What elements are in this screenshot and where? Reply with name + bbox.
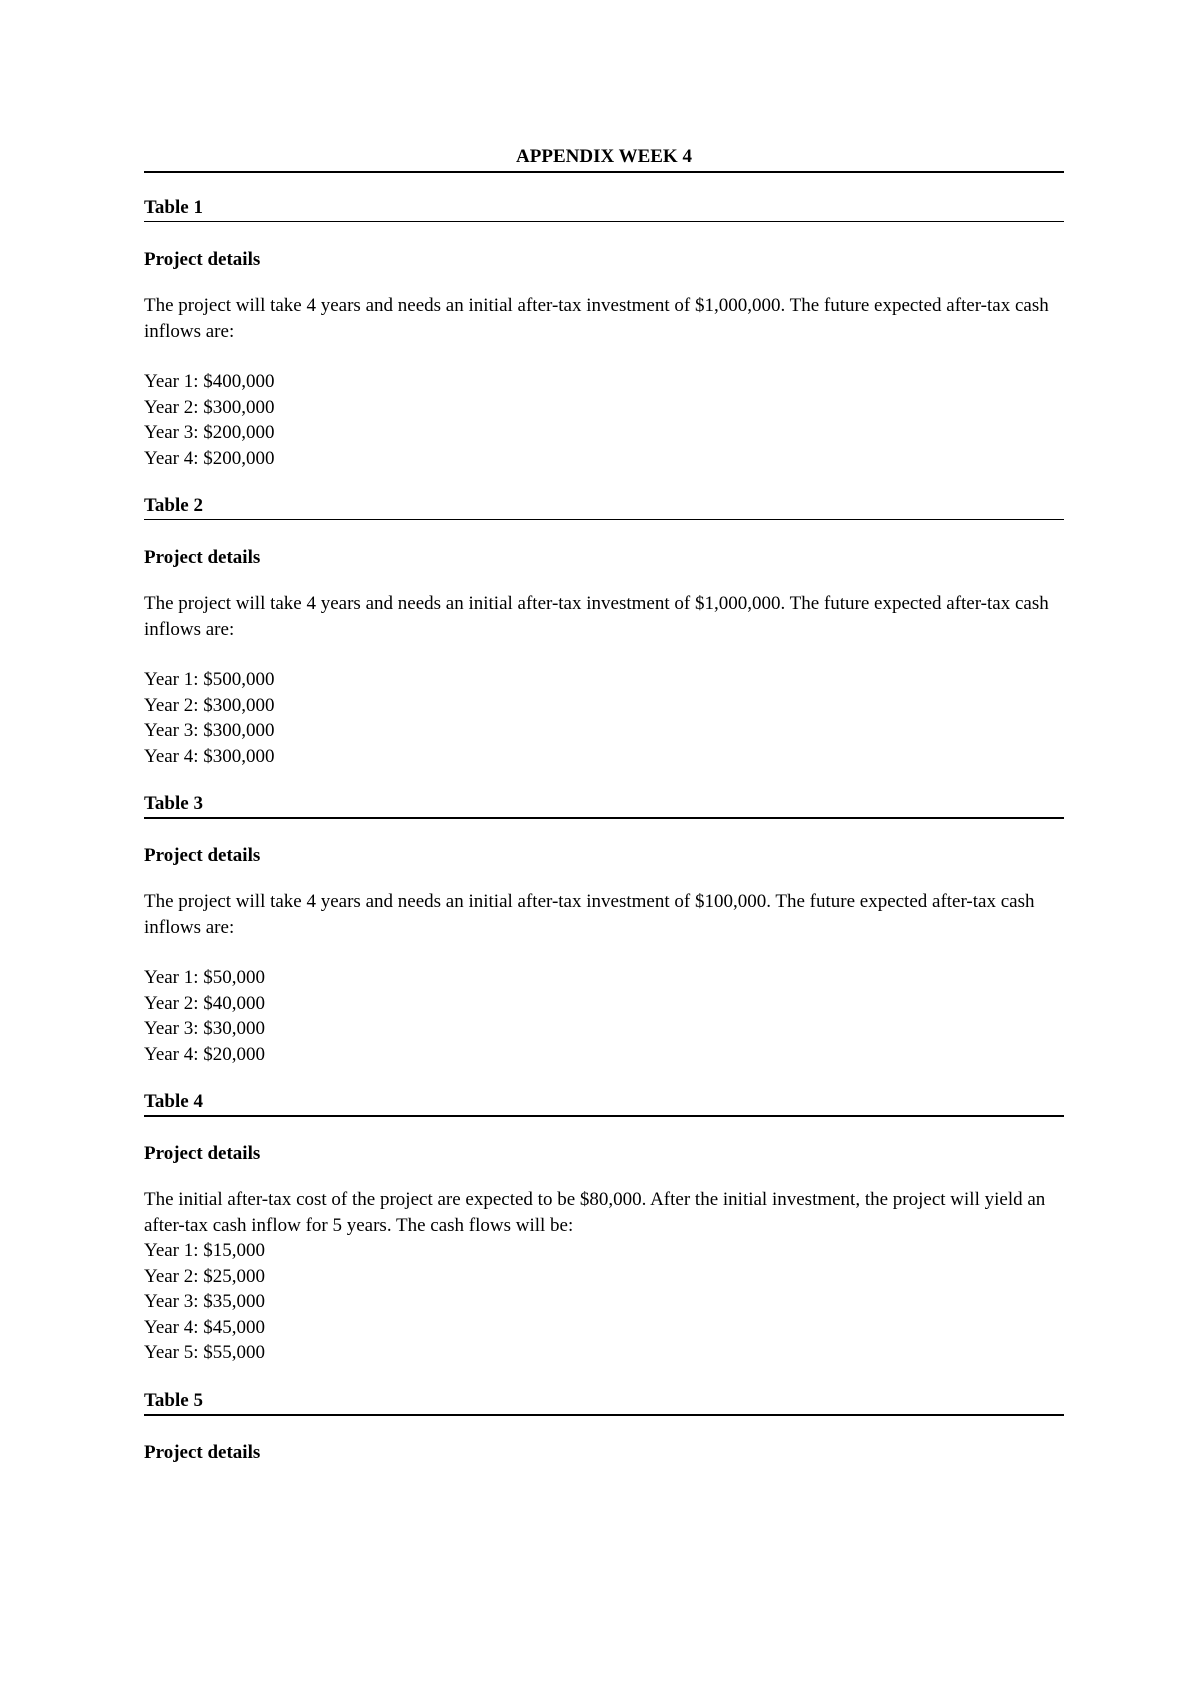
project-details-heading: Project details xyxy=(144,1143,261,1164)
project-details-heading: Project details xyxy=(144,1441,261,1463)
cash-flow-item: Year 4: $20,000 xyxy=(144,1043,266,1065)
cash-flow-item: Year 2: $25,000 xyxy=(144,1265,266,1287)
cash-flow-list xyxy=(144,1238,1064,1366)
cash-flow-item: Year 1: $50,000 xyxy=(144,967,266,988)
cash-flow-list xyxy=(144,369,1064,471)
section-table-2 xyxy=(144,495,1064,769)
project-description: The project will take 4 years and needs an initial after-tax investment of $100,000. The future expected after-tax cash inflows are: xyxy=(144,891,1035,938)
table-heading: Table 1 xyxy=(144,197,1064,222)
cash-flow-item: Year 3: $35,000 xyxy=(144,1291,266,1312)
table-heading: Table 5 xyxy=(144,1390,1064,1416)
cash-flow-list xyxy=(144,667,1064,769)
project-details-heading: Project details xyxy=(144,547,261,568)
project-description: The project will take 4 years and needs an initial after-tax investment of $1,000,000. The future expected after-tax cash inflows are: xyxy=(144,295,1049,342)
cash-flow-item: Year 2: $300,000 xyxy=(144,396,275,418)
cash-flow-item: Year 2: $40,000 xyxy=(144,992,266,1014)
section-table-1 xyxy=(144,197,1064,471)
cash-flow-item: Year 4: $200,000 xyxy=(144,447,275,469)
project-description: The initial after-tax cost of the project are expected to be $80,000. After the initial investment, the project will yield an after-tax cash inflow for 5 years. The cash flows will be: xyxy=(144,1189,1046,1236)
cash-flow-item: Year 3: $200,000 xyxy=(144,422,275,443)
cash-flow-item: Year 1: $400,000 xyxy=(144,371,275,392)
project-details-heading: Project details xyxy=(144,249,261,270)
cash-flow-item: Year 1: $500,000 xyxy=(144,669,275,690)
document-content xyxy=(144,146,1064,1466)
cash-flow-item: Year 1: $15,000 xyxy=(144,1240,266,1261)
table-heading: Table 4 xyxy=(144,1091,1064,1117)
cash-flow-item: Year 3: $300,000 xyxy=(144,720,275,741)
document-title: APPENDIX WEEK 4 xyxy=(144,146,1064,173)
table-heading: Table 2 xyxy=(144,495,1064,520)
section-table-4 xyxy=(144,1091,1064,1366)
cash-flow-item: Year 4: $45,000 xyxy=(144,1316,266,1338)
cash-flow-item: Year 4: $300,000 xyxy=(144,745,275,767)
project-details-heading: Project details xyxy=(144,845,261,866)
project-description: The project will take 4 years and needs an initial after-tax investment of $1,000,000. The future expected after-tax cash inflows are: xyxy=(144,593,1049,640)
cash-flow-list xyxy=(144,965,1064,1067)
cash-flow-item: Year 3: $30,000 xyxy=(144,1018,266,1039)
section-table-5 xyxy=(144,1390,1064,1466)
section-table-3 xyxy=(144,793,1064,1067)
cash-flow-item: Year 5: $55,000 xyxy=(144,1342,266,1363)
cash-flow-item: Year 2: $300,000 xyxy=(144,694,275,716)
table-heading: Table 3 xyxy=(144,793,1064,819)
